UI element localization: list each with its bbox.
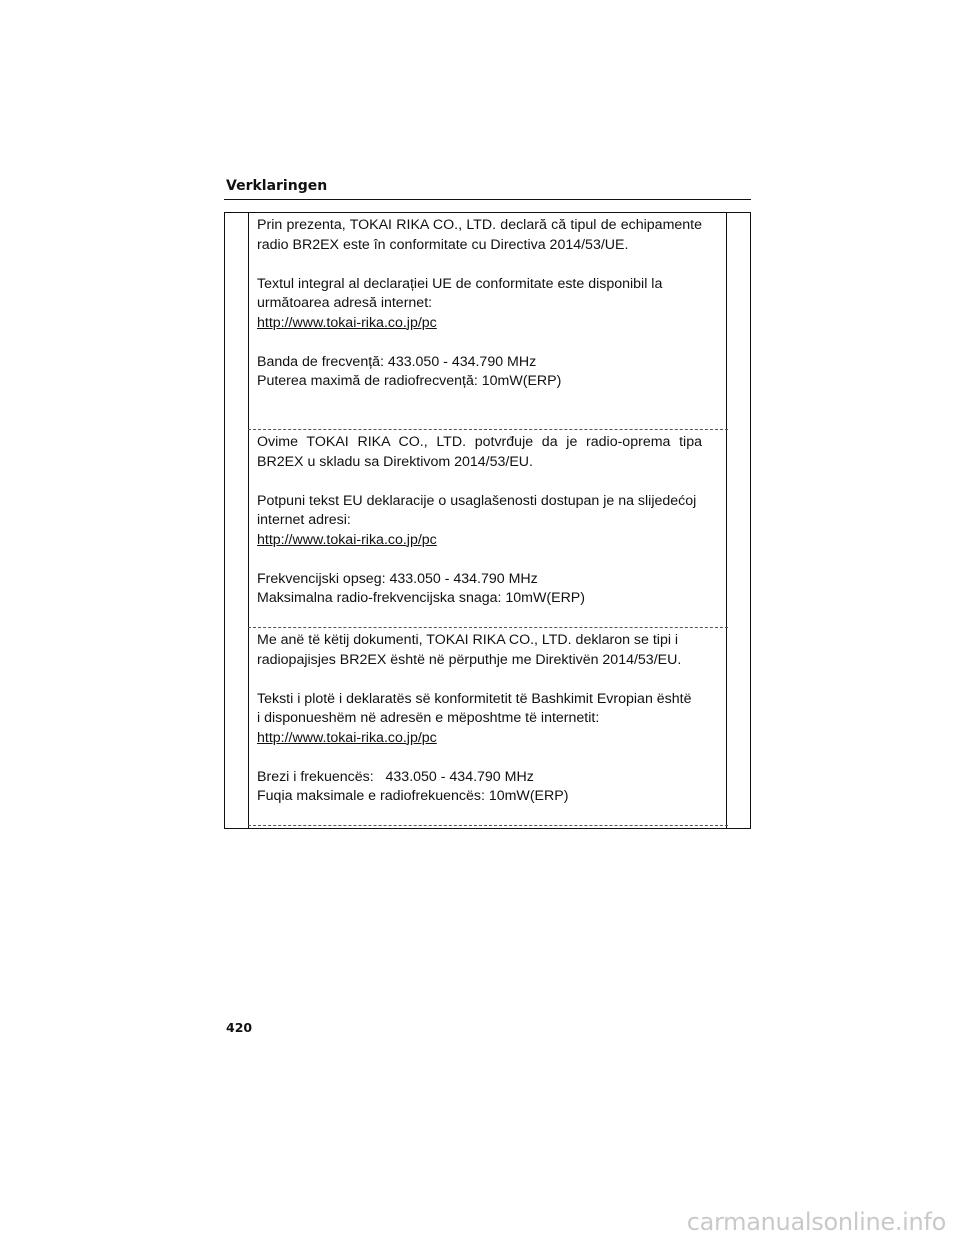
block-separator [248, 429, 728, 430]
declaration-text: Ovime TOKAI RIKA CO., LTD. potvrđuje da je radio-oprema tipa BR2EX u skladu sa Direktivom 2014/53/EU. [257, 434, 702, 470]
block-separator [248, 825, 728, 826]
frequency-text: Brezi i frekuencës: 433.050 - 434.790 MHz [257, 768, 534, 785]
declaration-block-bosnian [257, 433, 702, 609]
declaration-url-link[interactable] [257, 729, 702, 749]
declaration-block-albanian [257, 631, 702, 807]
declaration-text: radiopajisjes BR2EX është në përputhje me Direktivën 2014/53/EU. [257, 651, 682, 668]
url-text[interactable]: http://www.tokai-rika.co.jp/pc [257, 531, 437, 548]
left-column-rule [248, 213, 249, 828]
fulltext-line: i disponueshëm në adresën e mëposhtme të internetit: [257, 710, 600, 726]
watermark: carmanualsonline.info [686, 1208, 946, 1236]
block-separator [248, 627, 728, 628]
declaration-text: Me anë të këtij dokumenti, TOKAI RIKA CO., LTD. deklaron se tipi i [257, 632, 679, 648]
power-text: Maksimalna radio-frekvencijska snaga: 10mW(ERP) [257, 590, 585, 606]
frequency-text: Banda de frecvență: 433.050 - 434.790 MHz [257, 353, 537, 370]
declaration-text: Prin prezenta, TOKAI RIKA CO., LTD. declară că tipul de echipamente radio BR2EX este în conformitate cu Directiva 2014/53/UE. [257, 217, 702, 253]
declaration-block-romanian [257, 216, 702, 392]
section-title: Verklaringen [226, 178, 328, 194]
declaration-url-link[interactable] [257, 314, 702, 334]
right-column-rule [726, 213, 727, 828]
fulltext-line: internet adresi: [257, 512, 351, 528]
url-text[interactable]: http://www.tokai-rika.co.jp/pc [257, 729, 437, 746]
power-text: Puterea maximă de radiofrecvență: 10mW(ERP) [257, 373, 562, 389]
declaration-url-link[interactable] [257, 531, 702, 551]
power-text: Fuqia maksimale e radiofrekuencës: 10mW(ERP) [257, 788, 569, 804]
title-rule [224, 199, 751, 200]
frequency-text: Frekvencijski opseg: 433.050 - 434.790 MHz [257, 570, 538, 587]
fulltext-line: Textul integral al declarației UE de conformitate este disponibil la [257, 275, 663, 292]
fulltext-line: următoarea adresă internet: [257, 295, 433, 311]
page-number: 420 [226, 1020, 253, 1035]
url-text[interactable]: http://www.tokai-rika.co.jp/pc [257, 314, 437, 331]
fulltext-line: Teksti i plotë i deklaratës së konformitetit të Bashkimit Evropian është [257, 690, 692, 707]
fulltext-line: Potpuni tekst EU deklaracije o usaglašenosti dostupan je na slijedećoj [257, 492, 697, 509]
